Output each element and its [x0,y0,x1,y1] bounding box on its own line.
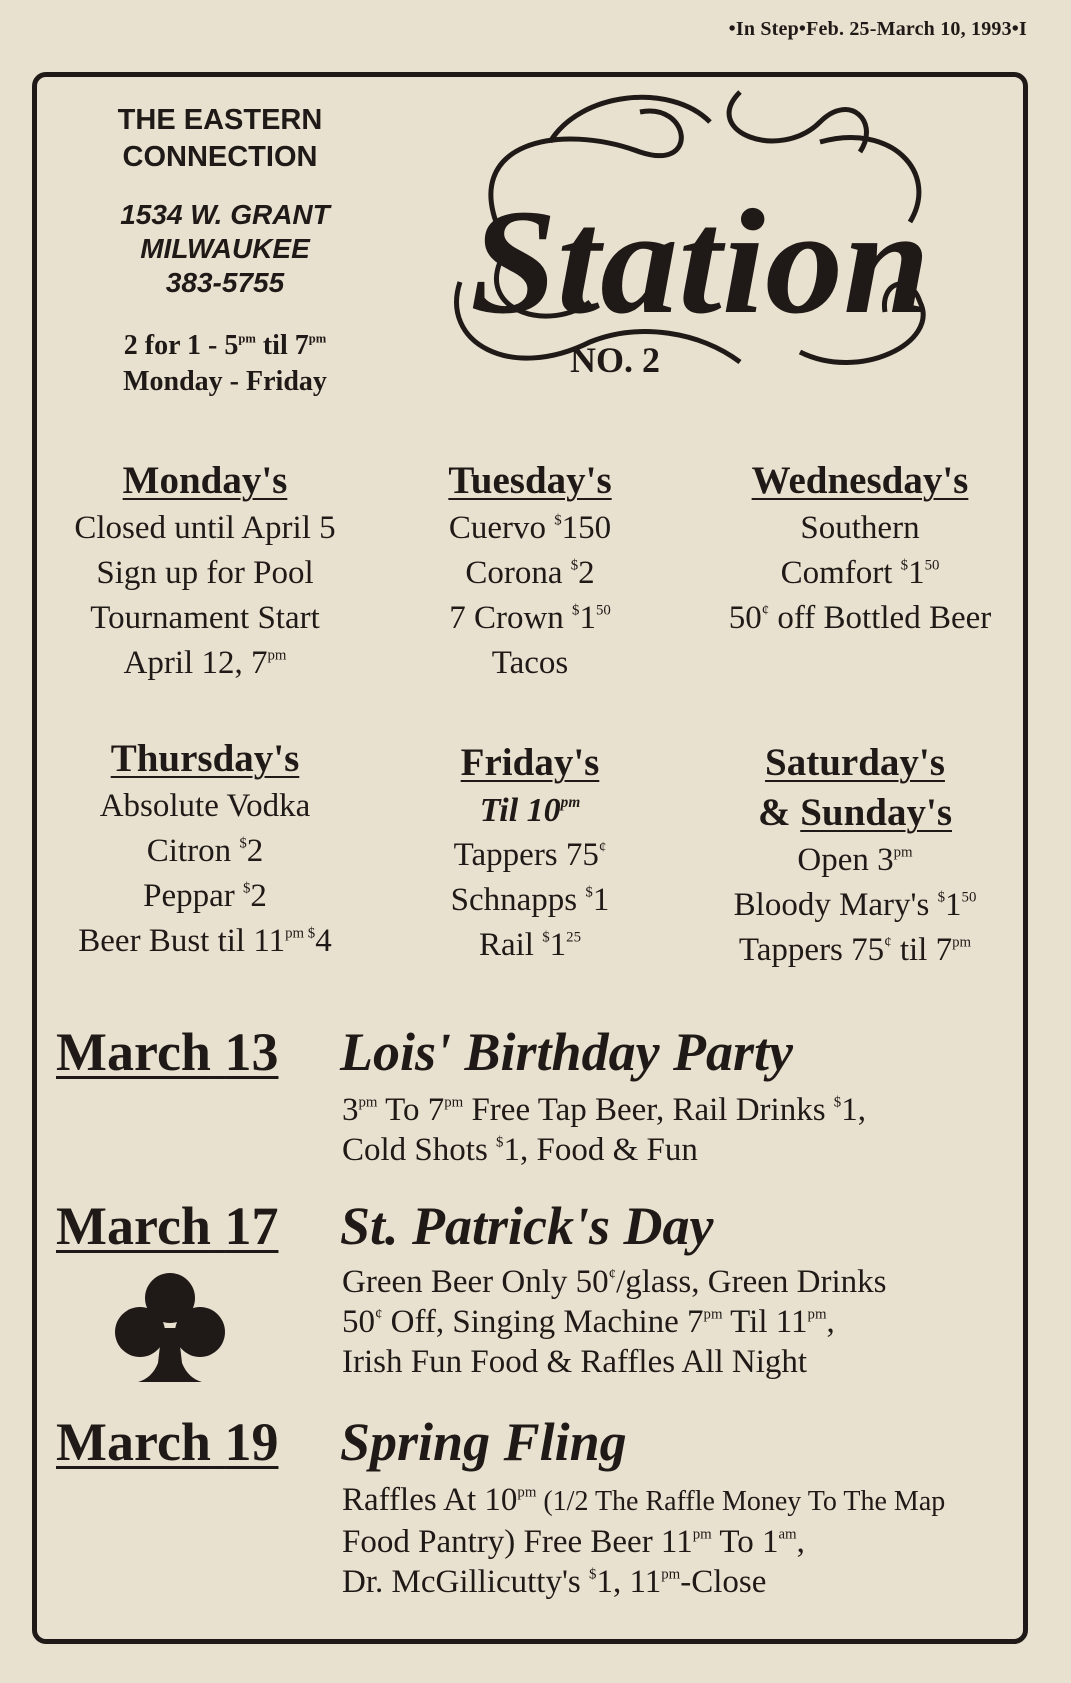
thursday-specials: Thursday's Absolute Vodka Citron $2 Peppar $2 Beer Bust til $11^{pm}$ $4 [40,734,370,964]
venue-phone: 383-5755 [165,267,285,298]
issue-header: •In Step•Feb. 25-March 10, 1993•I [728,18,1027,40]
wednesday-specials: Wednesday's Southern Comfort $^{\$}1^{50}$ 50¢ off Bottled Beer [690,456,1030,641]
thursday-title: Thursday's [110,737,300,780]
venue-info [60,102,390,400]
tuesday-title: Tuesday's [448,459,612,502]
venue-name: THE EASTERN CONNECTION [117,104,323,173]
event-desc-spring-fling: Raffles At $10^{pm}$ (1/2 The Raffle Money To The Map Food Pantry) Free Beer $11^{pm}$ To $1^{am}$, Dr. McGillicutty's $1, $11^{pm}$-Close [342,1482,946,1600]
station-no2-logo [440,82,960,402]
event-date-march-17: March 17 [56,1196,279,1256]
monday-specials: Monday's Closed until April 5 Sign up for Pool Tournament Start April 12, $7^{pm}$ [50,456,360,686]
tuesday-specials: Tuesday's Cuervo $150 Corona $2 7 Crown $^{\$}1^{50}$ Tacos [390,456,670,686]
event-title-spring-fling: Spring Fling [340,1412,627,1472]
club-suit-icon [110,1268,230,1388]
event-date-march-13: March 13 [56,1022,279,1082]
wednesday-title: Wednesday's [751,459,969,502]
happy-hour: 2 for $1 - 5^{pm}$ til $7^{pm}$ Monday - Friday [123,330,327,397]
event-desc-st-patricks: Green Beer Only 50¢/glass, Green Drinks 50¢ Off, Singing Machine $7^{pm}$ Til $11^{pm}$, Irish Fun Food & Raffles All Night [342,1264,887,1380]
monday-title: Monday's [122,459,288,502]
sunday-title: Sunday's [800,791,953,834]
friday-specials: Friday's Til $10^{pm}$ Tappers 75¢ Schnapps $1 Rail $^{\$}1^{25}$ [390,738,670,968]
event-title-st-patricks: St. Patrick's Day [340,1196,714,1256]
saturday-title: Saturday's [765,741,945,784]
friday-title: Friday's [460,741,600,784]
event-title-lois-birthday: Lois' Birthday Party [340,1022,794,1082]
weekend-specials: Saturday's & Sunday's Open $3^{pm}$ Bloody Mary's $^{\$}1^{50}$ Tappers 75¢ til $7^{pm}$ [700,738,1010,973]
venue-address: 1534 W. GRANT MILWAUKEE 383-5755 [60,198,390,300]
event-desc-lois-birthday: $3^{pm}$ To $7^{pm}$ Free Tap Beer, Rail Drinks $1, Cold Shots $1, Food & Fun [342,1092,866,1168]
logo-word: Station [470,179,930,345]
event-date-march-19: March 19 [56,1412,279,1472]
logo-sub: NO. 2 [570,340,660,380]
